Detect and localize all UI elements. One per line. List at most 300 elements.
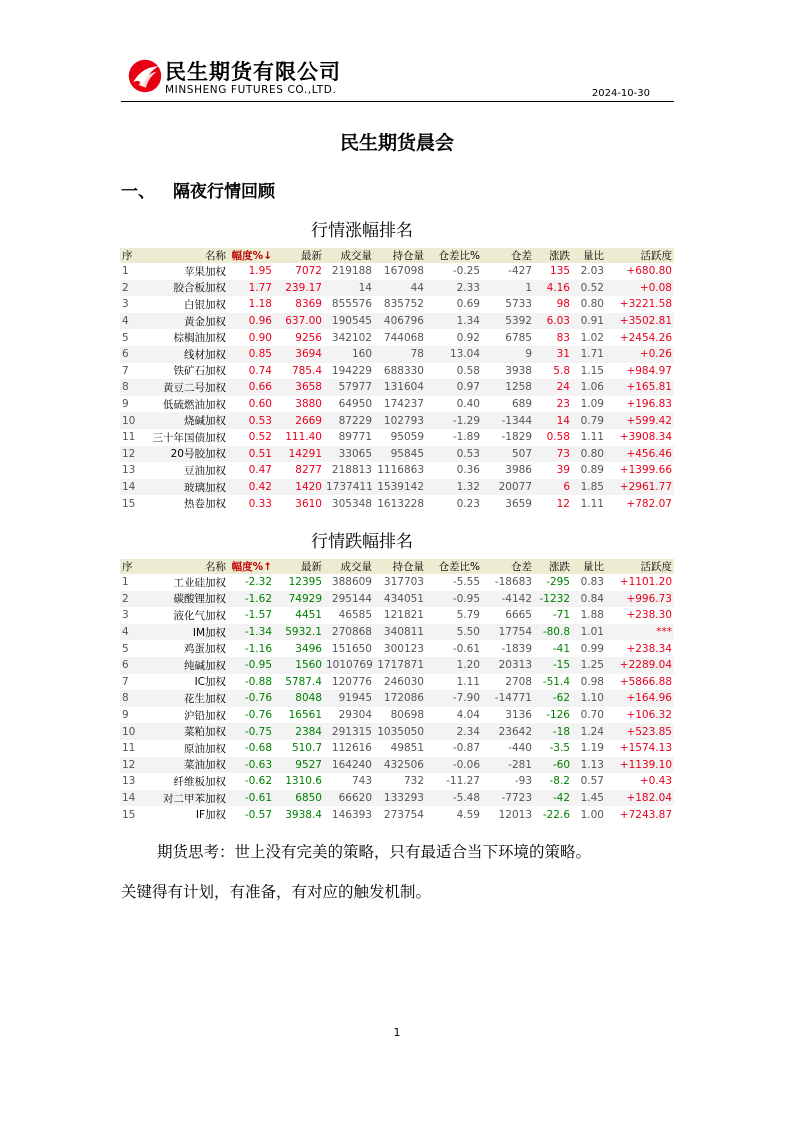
cell-change-pct: -0.88 (244, 675, 272, 688)
cell-last: 3880 (295, 398, 322, 411)
cell-open-interest: 340811 (374, 624, 426, 641)
column-header-name[interactable]: 名称 (142, 248, 228, 263)
table-row (120, 313, 674, 330)
cell-change: -18 (534, 723, 572, 740)
cell-last: 8369 (295, 298, 322, 311)
column-header-name[interactable]: 名称 (142, 559, 228, 574)
cell-oi-change-pct: 0.53 (426, 446, 482, 463)
cell-open-interest: 121821 (383, 609, 424, 622)
cell-oi-change: -281 (482, 757, 534, 774)
table-row (120, 263, 674, 280)
cell-volume-ratio: 1.85 (572, 479, 606, 496)
section-heading (121, 177, 275, 202)
table-row (120, 429, 674, 446)
cell-open-interest: 1717871 (374, 657, 426, 674)
table-header-row (120, 248, 674, 263)
cell-oi-change-pct: 4.59 (456, 808, 480, 821)
cell-name: IC加权 (194, 676, 226, 689)
cell-change: 5.8 (553, 364, 570, 377)
cell-change: -51.4 (542, 675, 570, 688)
cell-oi-change: 6665 (505, 609, 532, 622)
cell-rank: 8 (120, 379, 142, 396)
document-title: 民生期货晨会 (339, 132, 454, 154)
cell-oi-change: 1258 (482, 379, 534, 396)
column-header-oi-change[interactable]: 仓差 (482, 559, 534, 574)
cell-change: -71 (552, 609, 570, 622)
table-row (120, 462, 674, 479)
cell-volume: 160 (324, 346, 374, 363)
column-header-volume[interactable]: 成交量 (324, 248, 374, 263)
column-header-change-pct[interactable]: 幅度%↓ (228, 248, 274, 263)
cell-open-interest: 80698 (390, 709, 424, 722)
cell-volume: 164240 (324, 757, 374, 774)
cell-oi-change: 5392 (482, 313, 534, 330)
report-date: 2024-10-30 (591, 88, 650, 99)
cell-oi-change: 507 (482, 446, 534, 463)
cell-volume: 1737411 (324, 479, 374, 496)
column-header-oi-change[interactable]: 仓差 (482, 248, 534, 263)
cell-name: 20号胶加权 (142, 446, 228, 463)
cell-oi-change-pct: 2.34 (426, 723, 482, 740)
column-header-rank[interactable]: 序 (120, 559, 142, 574)
cell-rank: 5 (122, 331, 129, 344)
cell-activity: +7243.87 (619, 808, 672, 821)
cell-oi-change: 17754 (482, 624, 534, 641)
cell-change-pct: -1.62 (228, 591, 274, 608)
cell-volume: 218813 (331, 464, 372, 477)
column-header-activity[interactable]: 活跃度 (606, 559, 674, 574)
table-row (120, 607, 674, 624)
cell-oi-change: 3938 (505, 364, 532, 377)
cell-last: 9256 (295, 331, 322, 344)
table-row (120, 329, 674, 346)
table-row (120, 740, 674, 757)
cell-rank: 1 (122, 265, 129, 278)
cell-oi-change: -440 (508, 742, 532, 755)
cell-change: -60 (534, 757, 572, 774)
cell-activity: +238.30 (626, 609, 672, 622)
cell-last: 3496 (295, 642, 322, 655)
cell-activity: +3221.58 (619, 298, 672, 311)
column-header-volume-ratio[interactable]: 量比 (572, 248, 606, 263)
cell-rank: 12 (120, 446, 142, 463)
column-header-open-interest[interactable]: 持仓量 (374, 248, 426, 263)
cell-last: 239.17 (274, 280, 324, 297)
cell-volume: 190545 (324, 313, 374, 330)
cell-volume: 14 (324, 280, 374, 297)
cell-volume: 855576 (331, 298, 372, 311)
cell-change-pct: -0.75 (228, 723, 274, 740)
column-header-last[interactable]: 最新 (274, 559, 324, 574)
cell-oi-change: 12013 (498, 808, 532, 821)
cell-last: 7072 (295, 265, 322, 278)
cell-change: 14 (534, 412, 572, 429)
commentary-line-2 (121, 874, 674, 910)
cell-volume: 64950 (338, 398, 372, 411)
cell-last: 16561 (288, 709, 322, 722)
cell-oi-change-pct: -5.48 (426, 790, 482, 807)
cell-name: 对二甲苯加权 (142, 790, 228, 807)
table-row (120, 396, 674, 413)
cell-oi-change: -1839 (501, 642, 532, 655)
cell-open-interest: 131604 (374, 379, 426, 396)
cell-oi-change-pct: 1.32 (426, 479, 482, 496)
cell-name: 花生加权 (142, 690, 228, 707)
cell-volume-ratio: 1.25 (572, 657, 606, 674)
table-row (120, 574, 674, 591)
cell-oi-change-pct: 5.79 (456, 609, 480, 622)
cell-volume-ratio: 1.06 (572, 379, 606, 396)
cell-change-pct: 1.18 (248, 298, 272, 311)
cell-change: 31 (534, 346, 572, 363)
page-number: 1 (393, 1026, 401, 1039)
header-divider (121, 101, 674, 102)
table-row (120, 806, 674, 823)
cell-rank: 15 (122, 808, 136, 821)
cell-name: 苹果加权 (184, 265, 226, 278)
column-header-rank[interactable]: 序 (120, 248, 142, 263)
cell-name: 白银加权 (184, 298, 226, 311)
cell-open-interest: 406796 (374, 313, 426, 330)
cell-activity: +2289.04 (606, 657, 674, 674)
table-row (120, 363, 674, 380)
cell-change-pct: 1.77 (228, 280, 274, 297)
cell-activity: +2454.26 (619, 331, 672, 344)
cell-last: 111.40 (285, 431, 322, 444)
cell-change-pct: 0.51 (228, 446, 274, 463)
cell-volume: 151650 (331, 642, 372, 655)
cell-volume-ratio: 1.24 (572, 723, 606, 740)
cell-last: 6850 (274, 790, 324, 807)
cell-open-interest: 300123 (383, 642, 424, 655)
cell-open-interest: 95845 (374, 446, 426, 463)
cell-volume-ratio: 1.02 (580, 331, 604, 344)
cell-volume-ratio: 1.11 (580, 431, 604, 444)
cell-rank: 13 (122, 775, 136, 788)
cell-volume-ratio: 0.80 (572, 446, 606, 463)
cell-last: 510.7 (291, 742, 322, 755)
cell-oi-change-pct: 1.34 (426, 313, 482, 330)
cell-rank: 4 (120, 313, 142, 330)
cell-open-interest: 434051 (374, 591, 426, 608)
cell-activity: +182.04 (606, 790, 674, 807)
gain-ranking-table (120, 248, 674, 512)
cell-change: 39 (556, 464, 570, 477)
cell-rank: 8 (120, 690, 142, 707)
cell-change-pct: -0.76 (228, 690, 274, 707)
cell-last: 3610 (295, 497, 322, 510)
table-header-row (120, 559, 674, 574)
cell-open-interest: 1035050 (374, 723, 426, 740)
table-row (120, 379, 674, 396)
cell-oi-change-pct: 1.11 (456, 675, 480, 688)
cell-last: 3658 (274, 379, 324, 396)
table-row (120, 657, 674, 674)
cell-name: 菜油加权 (142, 757, 228, 774)
section-title: 隔夜行情回顾 (173, 182, 275, 202)
cell-rank: 12 (120, 757, 142, 774)
cell-oi-change-pct: -0.95 (426, 591, 482, 608)
cell-activity: +456.46 (606, 446, 674, 463)
cell-volume-ratio: 1.09 (580, 398, 604, 411)
cell-volume-ratio: 0.91 (572, 313, 606, 330)
cell-oi-change: 5733 (505, 298, 532, 311)
cell-volume-ratio: 0.99 (580, 642, 604, 655)
cell-volume-ratio: 1.13 (572, 757, 606, 774)
cell-open-interest: 688330 (383, 364, 424, 377)
cell-oi-change: 3986 (505, 464, 532, 477)
cell-volume-ratio: 2.03 (580, 265, 604, 278)
column-header-oi-change-pct[interactable]: 仓差比% (426, 559, 482, 574)
cell-activity: +599.42 (606, 412, 674, 429)
cell-oi-change-pct: 4.04 (456, 709, 480, 722)
column-header-oi-change-pct[interactable]: 仓差比% (426, 248, 482, 263)
cell-volume-ratio: 1.15 (580, 364, 604, 377)
cell-change-pct: -1.57 (244, 609, 272, 622)
cell-last: 8277 (295, 464, 322, 477)
loss-ranking-table (120, 559, 674, 823)
cell-last: 785.4 (291, 364, 322, 377)
column-header-open-interest[interactable]: 持仓量 (374, 559, 426, 574)
cell-rank: 10 (120, 412, 142, 429)
cell-rank: 2 (120, 591, 142, 608)
table-row (120, 591, 674, 608)
cell-change-pct: -0.61 (228, 790, 274, 807)
cell-volume: 146393 (331, 808, 372, 821)
cell-change-pct: 0.47 (248, 464, 272, 477)
cell-volume-ratio: 0.70 (580, 709, 604, 722)
cell-activity: +164.96 (606, 690, 674, 707)
cell-open-interest: 102793 (374, 412, 426, 429)
cell-rank: 11 (122, 742, 136, 755)
cell-last: 5787.4 (285, 675, 322, 688)
cell-oi-change-pct: 0.36 (456, 464, 480, 477)
cell-rank: 6 (120, 657, 142, 674)
cell-name: 铁矿石加权 (173, 365, 226, 378)
company-name-cn: 民生期货有限公司 (165, 60, 341, 84)
cell-change-pct: 0.52 (248, 431, 272, 444)
cell-rank: 1 (122, 576, 129, 589)
cell-volume-ratio: 0.83 (580, 576, 604, 589)
column-header-volume[interactable]: 成交量 (324, 559, 374, 574)
cell-volume: 291315 (324, 723, 374, 740)
cell-change: -8.2 (549, 775, 570, 788)
cell-activity: +996.73 (606, 591, 674, 608)
cell-last: 1310.6 (285, 775, 322, 788)
cell-last: 4451 (295, 609, 322, 622)
cell-volume-ratio: 0.52 (572, 280, 606, 297)
cell-name: 三十年国债加权 (152, 431, 226, 444)
cell-activity: +165.81 (606, 379, 674, 396)
cell-change-pct: 0.53 (228, 412, 274, 429)
cell-volume: 87229 (324, 412, 374, 429)
cell-last: 74929 (274, 591, 324, 608)
cell-activity: +1399.66 (619, 464, 672, 477)
cell-name: 工业硅加权 (173, 576, 226, 589)
cell-change-pct: 0.42 (228, 479, 274, 496)
cell-volume-ratio: 1.45 (572, 790, 606, 807)
cell-change: -126 (546, 709, 570, 722)
cell-change: -41 (552, 642, 570, 655)
table-row (120, 296, 674, 313)
cell-volume-ratio: 0.79 (572, 412, 606, 429)
cell-volume: 1010769 (324, 657, 374, 674)
cell-change-pct: -0.62 (244, 775, 272, 788)
cell-change: -15 (534, 657, 572, 674)
cell-volume: 112616 (331, 742, 372, 755)
table-row (120, 674, 674, 691)
cell-last: 9527 (274, 757, 324, 774)
table-row (120, 757, 674, 774)
cell-change-pct: 0.66 (228, 379, 274, 396)
cell-name: 棕榈油加权 (173, 332, 226, 345)
cell-volume: 89771 (338, 431, 372, 444)
cell-name: 黄金加权 (142, 313, 228, 330)
cell-volume: 342102 (331, 331, 372, 344)
cell-oi-change: -4142 (482, 591, 534, 608)
cell-change: 12 (556, 497, 570, 510)
cell-oi-change: -427 (508, 265, 532, 278)
cell-volume-ratio: 1.01 (572, 624, 606, 641)
cell-activity: +0.26 (606, 346, 674, 363)
cell-change-pct: -0.68 (244, 742, 272, 755)
column-header-change-pct[interactable]: 幅度%↑ (228, 559, 274, 574)
table-row (120, 690, 674, 707)
cell-rank: 5 (122, 642, 129, 655)
cell-rank: 9 (122, 709, 129, 722)
cell-open-interest: 1116863 (377, 464, 424, 477)
cell-change: -22.6 (542, 808, 570, 821)
cell-open-interest: 133293 (374, 790, 426, 807)
cell-change: -295 (546, 576, 570, 589)
table-row (120, 790, 674, 807)
cell-name: 豆油加权 (184, 464, 226, 477)
cell-oi-change-pct: 1.20 (426, 657, 482, 674)
cell-name: 原油加权 (184, 742, 226, 755)
cell-activity: +2961.77 (606, 479, 674, 496)
cell-oi-change: -18683 (494, 576, 532, 589)
cell-name: 纯碱加权 (142, 657, 228, 674)
cell-change: -80.8 (534, 624, 572, 641)
cell-oi-change-pct: -7.90 (426, 690, 482, 707)
cell-activity: +5866.88 (619, 675, 672, 688)
cell-oi-change: -7723 (482, 790, 534, 807)
cell-name: 菜粕加权 (142, 723, 228, 740)
cell-change: -1232 (534, 591, 572, 608)
cell-oi-change: -1829 (501, 431, 532, 444)
cell-open-interest: 1613228 (377, 497, 424, 510)
cell-rank: 7 (122, 364, 129, 377)
cell-name: 沪铅加权 (184, 709, 226, 722)
cell-oi-change-pct: 0.40 (456, 398, 480, 411)
cell-change: -3.5 (549, 742, 570, 755)
cell-open-interest: 44 (374, 280, 426, 297)
cell-activity: +984.97 (626, 364, 672, 377)
cell-name: 碳酸锂加权 (142, 591, 228, 608)
cell-name: 线材加权 (142, 346, 228, 363)
cell-activity: +0.43 (639, 775, 672, 788)
cell-oi-change: 689 (511, 398, 532, 411)
cell-open-interest: 49851 (390, 742, 424, 755)
cell-open-interest: 246030 (383, 675, 424, 688)
cell-volume: 295144 (324, 591, 374, 608)
cell-last: 5932.1 (274, 624, 324, 641)
cell-name: IM加权 (142, 624, 228, 641)
column-header-activity[interactable]: 活跃度 (606, 248, 674, 263)
cell-name: 纤维板加权 (173, 775, 226, 788)
cell-name: IF加权 (195, 809, 226, 822)
cell-rank: 3 (122, 298, 129, 311)
cell-last: 637.00 (274, 313, 324, 330)
cell-oi-change-pct: 0.92 (456, 331, 480, 344)
cell-oi-change: 3659 (505, 497, 532, 510)
cell-volume: 91945 (324, 690, 374, 707)
company-name-en: MINSHENG FUTURES CO.,LTD. (165, 84, 337, 96)
cell-open-interest: 1539142 (374, 479, 426, 496)
cell-open-interest: 317703 (383, 576, 424, 589)
table-row (120, 446, 674, 463)
commentary-text-2: 关键得有计划，有准备，有对应的触发机制。 (121, 883, 432, 901)
cell-rank: 11 (122, 431, 136, 444)
cell-activity: *** (606, 624, 674, 641)
cell-activity: +106.32 (626, 709, 672, 722)
cell-change-pct: -1.16 (244, 642, 272, 655)
cell-rank: 3 (122, 609, 129, 622)
cell-change-pct: 0.33 (248, 497, 272, 510)
cell-rank: 13 (122, 464, 136, 477)
cell-oi-change-pct: 2.33 (426, 280, 482, 297)
cell-rank: 7 (122, 675, 129, 688)
table-row (120, 495, 674, 512)
column-header-change[interactable]: 涨跌 (534, 248, 572, 263)
cell-rank: 2 (120, 280, 142, 297)
cell-activity: +3908.34 (619, 431, 672, 444)
cell-rank: 14 (120, 790, 142, 807)
cell-activity: +680.80 (626, 265, 672, 278)
cell-oi-change-pct: -0.06 (426, 757, 482, 774)
cell-change-pct: -0.95 (228, 657, 274, 674)
cell-name: 鸡蛋加权 (184, 643, 226, 656)
cell-change: -62 (534, 690, 572, 707)
column-header-volume-ratio[interactable]: 量比 (572, 559, 606, 574)
table-row (120, 412, 674, 429)
cell-oi-change: -14771 (482, 690, 534, 707)
cell-oi-change-pct: 0.69 (456, 298, 480, 311)
cell-last: 12395 (288, 576, 322, 589)
cell-last: 8048 (274, 690, 324, 707)
gain-table-caption: 行情涨幅排名 (311, 221, 413, 241)
page-header (121, 54, 674, 102)
cell-change-pct: -0.76 (244, 709, 272, 722)
cell-volume-ratio: 0.57 (580, 775, 604, 788)
cell-name: 液化气加权 (173, 609, 226, 622)
section-number: 一、 (121, 182, 155, 202)
cell-volume: 219188 (331, 265, 372, 278)
cell-change: -42 (534, 790, 572, 807)
cell-change-pct: 0.85 (228, 346, 274, 363)
table-row (120, 624, 674, 641)
cell-name: 烧碱加权 (142, 412, 228, 429)
column-header-change[interactable]: 涨跌 (534, 559, 572, 574)
cell-oi-change: 3136 (505, 709, 532, 722)
cell-name: 黄豆二号加权 (142, 379, 228, 396)
loss-table-caption: 行情跌幅排名 (311, 532, 413, 552)
cell-activity: +1101.20 (619, 576, 672, 589)
cell-oi-change-pct: -0.61 (452, 642, 480, 655)
cell-last: 14291 (274, 446, 324, 463)
commentary-line-1 (121, 834, 674, 870)
column-header-last[interactable]: 最新 (274, 248, 324, 263)
